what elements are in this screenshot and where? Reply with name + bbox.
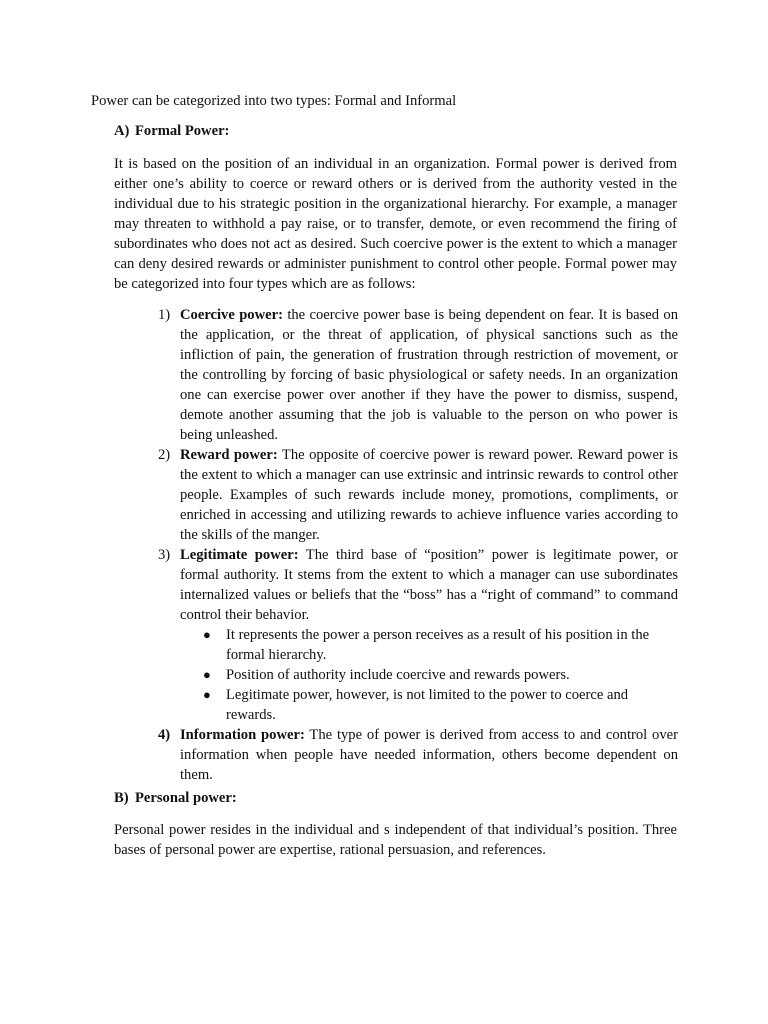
list-number: 3): [158, 547, 171, 563]
term-reward: Reward power:: [180, 447, 278, 463]
section-a-heading: [114, 121, 674, 141]
section-b-marker: B): [114, 790, 129, 806]
list-item-information: [158, 725, 678, 785]
section-b-body: Personal power resides in the individual and s independent of that individual’s position. Three bases of personal power are expertise, rational persuasion, and references.: [114, 822, 677, 858]
bullet-item: [180, 685, 678, 725]
bullet-icon: ●: [203, 667, 211, 682]
term-coercive: Coercive power:: [180, 307, 283, 323]
section-a-marker: A): [114, 123, 130, 139]
bullet-icon: ●: [203, 627, 211, 642]
bullet-icon: ●: [203, 687, 211, 702]
bullet-text: Position of authority include coercive and rewards powers.: [226, 667, 570, 683]
section-b-heading: [114, 788, 674, 808]
intro-text: Power can be categorized into two types: Formal and Informal: [91, 93, 457, 109]
bullet-item: [180, 665, 678, 685]
text-coercive: the coercive power base is being dependent on fear. It is based on the application, or the threat of application, of physical sanctions such as the infliction of pain, the generation of frustration through restriction of movement, or the controlling by forcing of basic physiological or safety needs. In an organization one can exercise power over another if they have the power to dismiss, suspend, demote another assuming that the job is valuable to the person on who power is being unleashed.: [180, 307, 678, 443]
list-item-legitimate: [158, 545, 678, 725]
bullet-text: Legitimate power, however, is not limited to the power to coerce and rewards.: [226, 687, 629, 723]
list-number: 1): [158, 307, 171, 323]
bullet-text: It represents the power a person receives as a result of his position in the formal hierarchy.: [226, 627, 650, 663]
section-a-body: It is based on the position of an individual in an organization. Formal power is derived from either one’s ability to coerce or reward others or is derived from the authority vested in the individual due to his strategic position in the organizational hierarchy. For example, a manager may threaten to withhold a pay raise, or to transfer, demote, or even recommend the firing of subordinates who does not act as desired. Such coercive power is the extent to which a manager can deny desired rewards or administer punishment to control other people. Formal power may be categorized into four types which are as follows:: [114, 156, 677, 292]
text-legitimate: The third base of “position” power is legitimate power, or formal authority. It stems from the extent to which a manager can use subordinates internalized values or beliefs that the “boss” has a “right of command” to command control their behavior.: [180, 547, 679, 623]
list-item-coercive: [158, 305, 678, 445]
text-information: The type of power is derived from access to and control over information when people have needed information, others become dependent on them.: [180, 727, 678, 783]
text-reward: The opposite of coercive power is reward power. Reward power is the extent to which a manager can use extrinsic and intrinsic rewards to control other people. Examples of such rewards include money, promotions, compliments, or enriched in accessing and utilizing rewards to achieve influence varies according to the skills of the manger.: [180, 447, 678, 543]
term-legitimate: Legitimate power:: [180, 547, 299, 563]
list-number: 2): [158, 447, 171, 463]
section-b-title: Personal power:: [135, 790, 237, 806]
legitimate-bullets: [180, 625, 678, 725]
term-information: Information power:: [180, 727, 305, 743]
list-item-reward: [158, 445, 678, 545]
list-number: 4): [158, 727, 171, 743]
formal-power-types-list: [158, 305, 678, 785]
section-a-title: Formal Power:: [135, 123, 230, 139]
bullet-item: [180, 625, 678, 665]
